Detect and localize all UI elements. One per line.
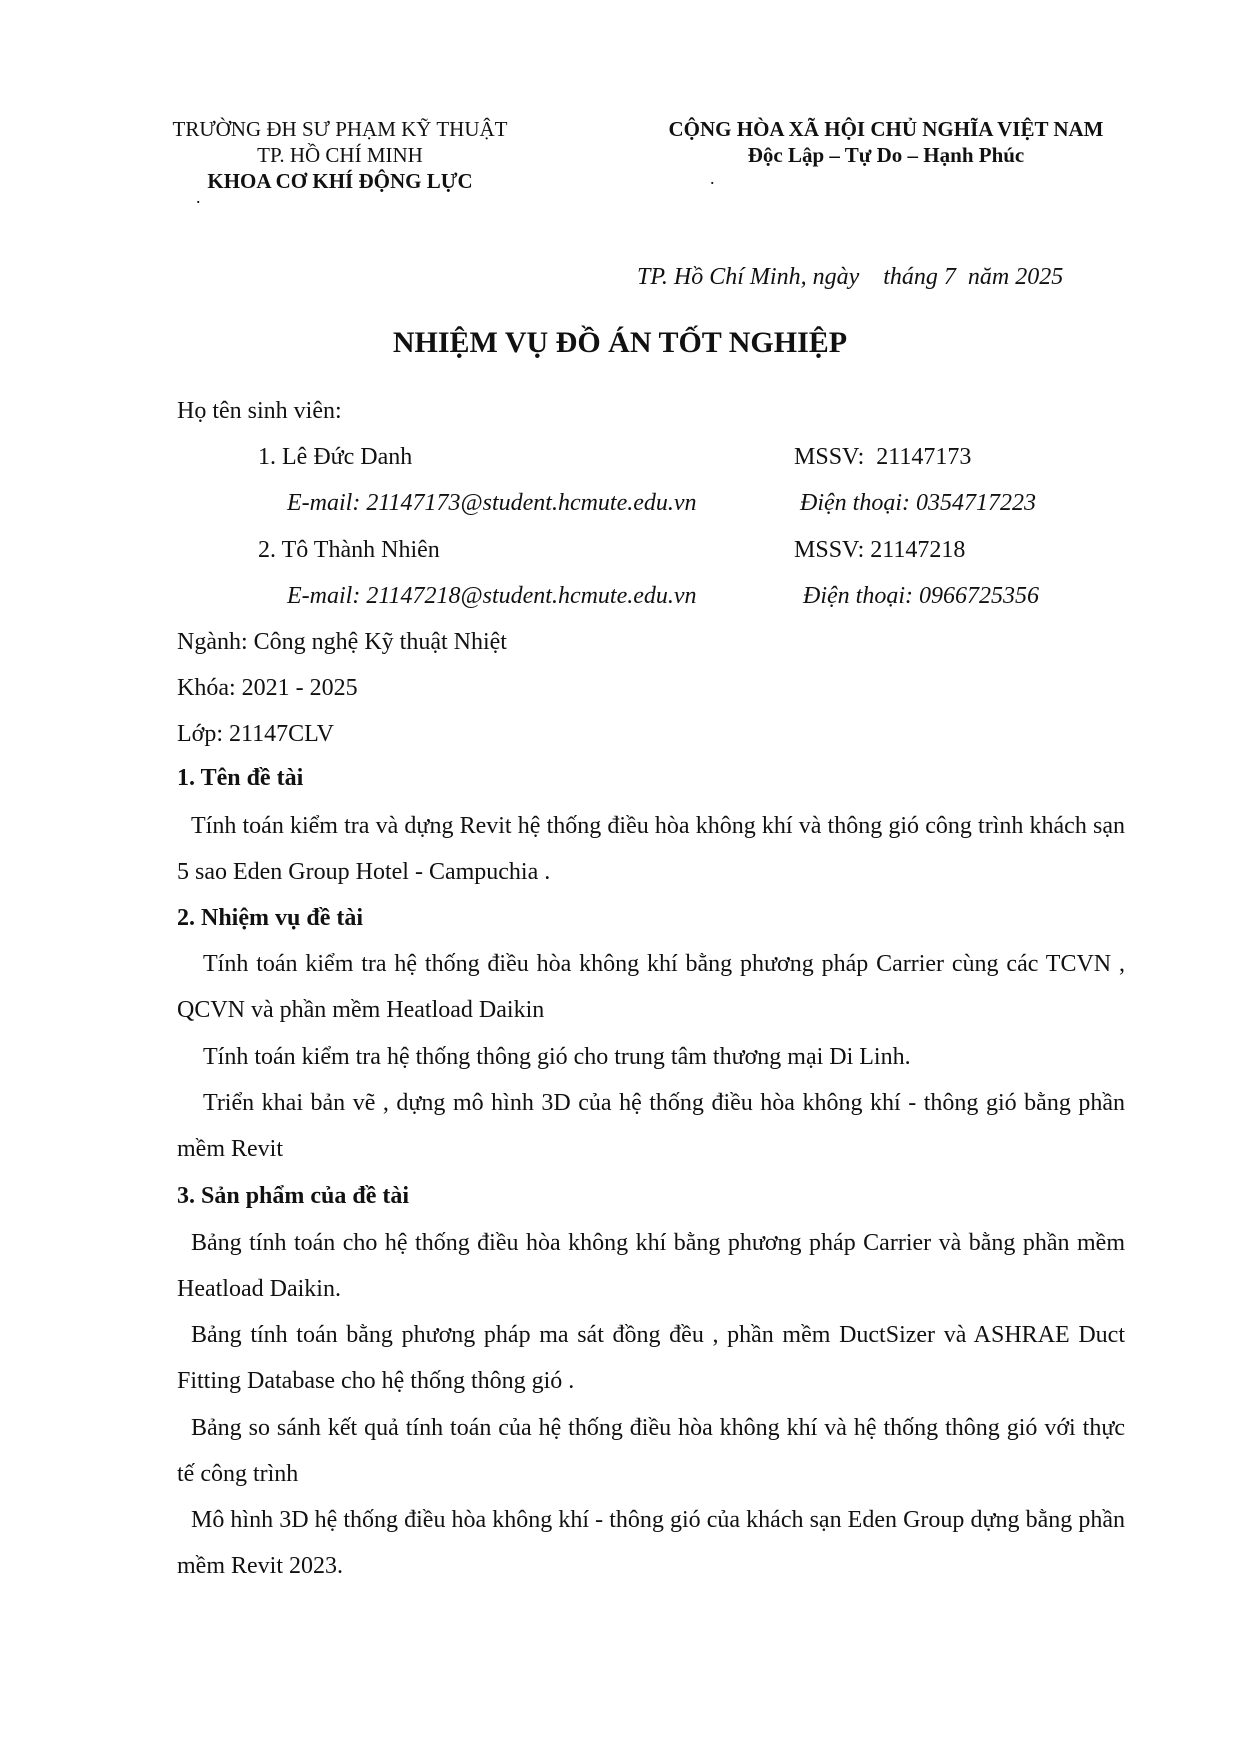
school-city: TP. HỒ CHÍ MINH	[257, 143, 423, 167]
section-3-paragraph-4: Mô hình 3D hệ thống điều hòa không khí - thông gió của khách sạn Eden Group dựng bằng phần mềm Revit 2023.	[177, 1507, 1125, 1579]
faculty-name: KHOA CƠ KHÍ ĐỘNG LỰC	[207, 169, 473, 193]
nation-motto: Độc Lập – Tự Do – Hạnh Phúc	[747, 143, 1025, 167]
student-1-email: E-mail: 21147173@student.hcmute.edu.vn	[287, 490, 697, 516]
student-2-email: E-mail: 21147218@student.hcmute.edu.vn	[287, 583, 697, 609]
page-title: NHIỆM VỤ ĐỒ ÁN TỐT NGHIỆP	[392, 326, 848, 359]
section-1-heading: 1. Tên đề tài	[177, 765, 304, 791]
student-1-mssv: MSSV: 21147173	[794, 444, 972, 470]
section-1-paragraph-1: Tính toán kiểm tra và dựng Revit hệ thống điều hòa không khí và thông gió công trình khách sạn 5 sao Eden Group Hotel - Campuchia .	[177, 813, 1125, 885]
section-3-heading: 3. Sản phẩm của đề tài	[177, 1183, 410, 1209]
nation-header	[636, 116, 1136, 168]
course: Khóa: 2021 - 2025	[177, 675, 358, 701]
section-2-heading: 2. Nhiệm vụ đề tài	[177, 905, 363, 931]
section-2-paragraph-1: Tính toán kiểm tra hệ thống điều hòa không khí bằng phương pháp Carrier cùng các TCVN , QCVN và phần mềm Heatload Daikin	[177, 951, 1125, 1023]
student-2-phone: Điện thoại: 0966725356	[803, 583, 1039, 609]
students-label: Họ tên sinh viên:	[177, 398, 342, 424]
student-1-name: 1. Lê Đức Danh	[258, 444, 413, 470]
header-dot-left: .	[196, 187, 201, 207]
school-header	[150, 116, 530, 194]
header-dot-right: .	[710, 168, 715, 188]
class: Lớp: 21147CLV	[177, 721, 334, 747]
student-2-mssv: MSSV: 21147218	[794, 537, 966, 563]
major: Ngành: Công nghệ Kỹ thuật Nhiệt	[177, 629, 507, 655]
nation-name: CỘNG HÒA XÃ HỘI CHỦ NGHĨA VIỆT NAM	[668, 117, 1104, 141]
student-1-phone: Điện thoại: 0354717223	[800, 490, 1036, 516]
section-2-paragraph-3: Triển khai bản vẽ , dựng mô hình 3D của hệ thống điều hòa không khí - thông gió bằng phần mềm Revit	[177, 1090, 1125, 1162]
section-3-paragraph-3: Bảng so sánh kết quả tính toán của hệ thống điều hòa không khí và hệ thống thông gió với thực tế công trình	[177, 1415, 1125, 1487]
section-3-paragraph-1: Bảng tính toán cho hệ thống điều hòa không khí bằng phương pháp Carrier và bằng phần mềm Heatload Daikin.	[177, 1230, 1125, 1302]
section-3-paragraph-2: Bảng tính toán bằng phương pháp ma sát đồng đều , phần mềm DuctSizer và ASHRAE Duct Fitting Database cho hệ thống thông gió .	[177, 1322, 1125, 1394]
date-line: TP. Hồ Chí Minh, ngày tháng 7 năm 2025	[637, 264, 1064, 290]
section-2-paragraph-2: Tính toán kiểm tra hệ thống thông gió cho trung tâm thương mại Di Linh.	[203, 1044, 911, 1070]
school-name: TRƯỜNG ĐH SƯ PHẠM KỸ THUẬT	[172, 117, 508, 141]
student-2-name: 2. Tô Thành Nhiên	[258, 537, 440, 563]
